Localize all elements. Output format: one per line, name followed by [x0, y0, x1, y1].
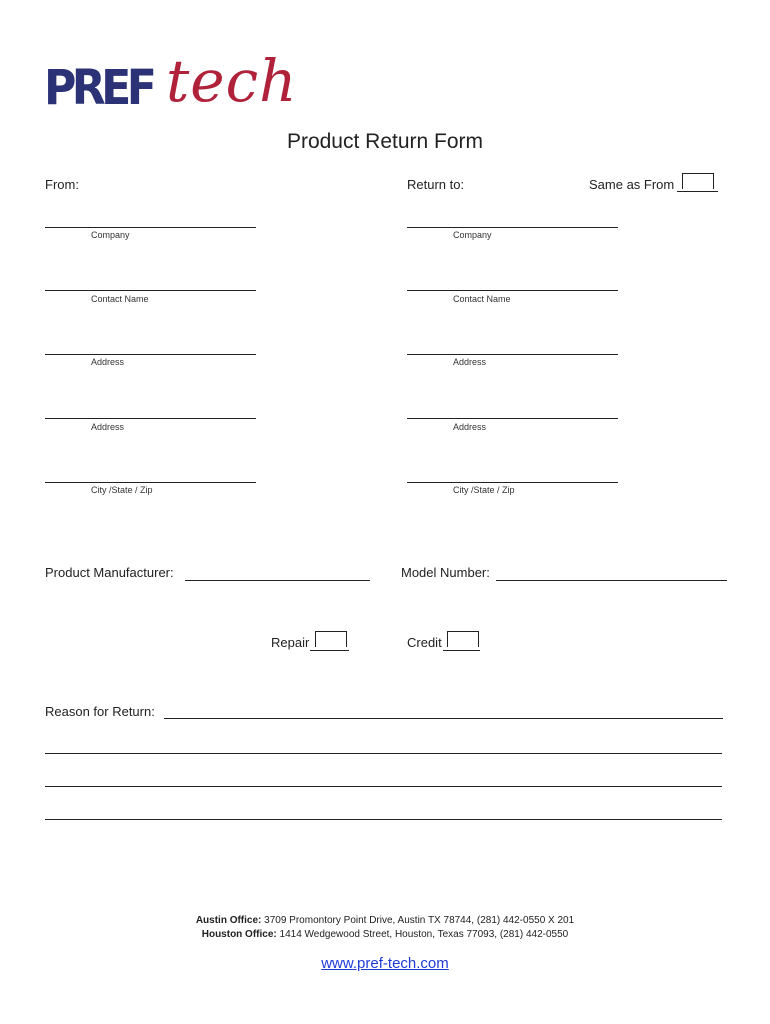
repair-checkbox[interactable]	[315, 631, 347, 647]
return-city-field[interactable]	[407, 482, 618, 483]
return-company-caption: Company	[453, 230, 492, 240]
from-label: From:	[45, 177, 79, 192]
same-as-from-underline	[677, 191, 718, 192]
return-address1-caption: Address	[453, 357, 487, 367]
from-address2-caption: Address	[91, 422, 125, 432]
model-number-field[interactable]	[496, 580, 727, 581]
logo-pref-text: PREF	[44, 60, 153, 116]
return-address1-field[interactable]	[407, 354, 618, 355]
from-address1-field[interactable]	[45, 354, 256, 355]
credit-underline	[443, 650, 480, 651]
credit-checkbox[interactable]	[447, 631, 479, 647]
return-city-caption: City /State / Zip	[453, 485, 515, 495]
austin-office-label: Austin Office:	[195, 915, 262, 926]
logo-tech-text: tech	[166, 47, 298, 115]
from-city-caption: City /State / Zip	[91, 485, 153, 495]
reason-label: Reason for Return:	[45, 704, 155, 719]
same-as-from-checkbox[interactable]	[682, 173, 714, 189]
from-contact-caption: Contact Name	[91, 294, 149, 304]
from-company-caption: Company	[91, 230, 130, 240]
credit-label: Credit	[407, 635, 442, 650]
return-to-label: Return to:	[407, 177, 465, 192]
from-address1-caption: Address	[91, 357, 125, 367]
austin-office-address: 3709 Promontory Point Drive, Austin TX 78744, (281) 442-0550 X 201	[264, 915, 575, 926]
same-as-from-label: Same as From	[589, 177, 675, 192]
houston-office-line	[0, 929, 770, 940]
return-contact-field[interactable]	[407, 290, 618, 291]
repair-underline	[310, 650, 349, 651]
return-contact-caption: Contact Name	[453, 294, 511, 304]
reason-field-line-4[interactable]	[45, 819, 722, 820]
return-address2-field[interactable]	[407, 418, 618, 419]
austin-office-line	[0, 915, 770, 926]
from-company-field[interactable]	[45, 227, 256, 228]
manufacturer-field[interactable]	[185, 580, 370, 581]
return-company-field[interactable]	[407, 227, 618, 228]
houston-office-label: Houston Office:	[201, 929, 277, 940]
from-contact-field[interactable]	[45, 290, 256, 291]
from-address2-field[interactable]	[45, 418, 256, 419]
manufacturer-label: Product Manufacturer:	[45, 565, 174, 580]
reason-field-line-1[interactable]	[164, 718, 723, 719]
reason-field-line-3[interactable]	[45, 786, 722, 787]
houston-office-address: 1414 Wedgewood Street, Houston, Texas 77093, (281) 442-0550	[279, 929, 569, 940]
repair-label: Repair	[271, 635, 310, 650]
return-address2-caption: Address	[453, 422, 487, 432]
reason-field-line-2[interactable]	[45, 753, 722, 754]
company-logo	[44, 47, 314, 118]
website-link[interactable]: www.pref-tech.com	[321, 955, 449, 972]
form-title: Product Return Form	[286, 130, 484, 153]
model-number-label: Model Number:	[401, 565, 490, 580]
from-city-field[interactable]	[45, 482, 256, 483]
